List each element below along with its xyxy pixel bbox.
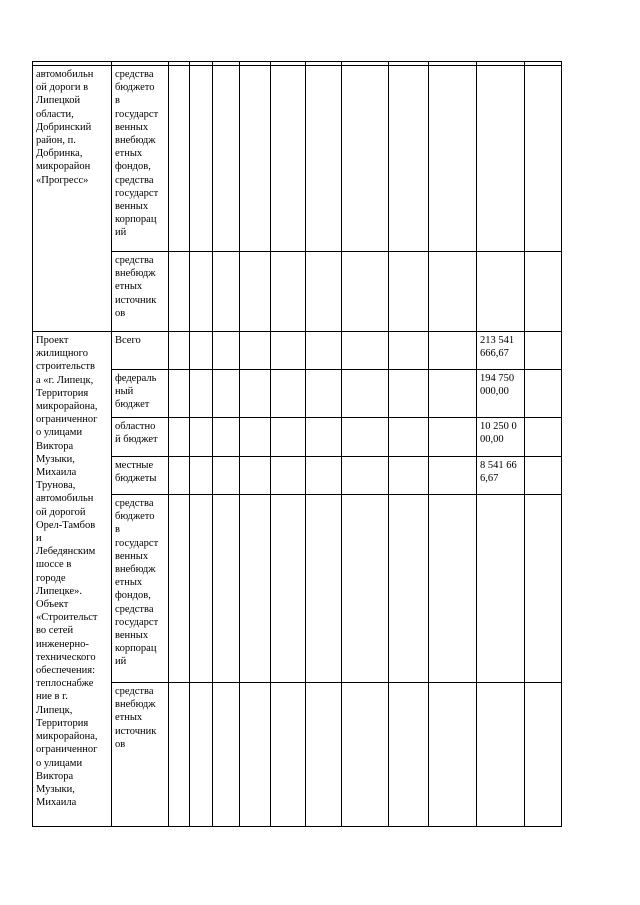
empty-cell xyxy=(240,370,271,418)
empty-cell xyxy=(169,332,190,370)
empty-cell xyxy=(213,370,240,418)
table-row xyxy=(33,418,562,457)
empty-cell xyxy=(342,683,389,827)
empty-cell xyxy=(429,495,477,683)
empty-cell xyxy=(525,683,562,827)
empty-cell xyxy=(271,332,306,370)
empty-cell xyxy=(429,683,477,827)
empty-cell xyxy=(342,332,389,370)
empty-cell xyxy=(169,457,190,495)
amount-cell xyxy=(477,495,525,683)
table-row xyxy=(33,252,562,332)
empty-cell xyxy=(306,252,342,332)
object-cell xyxy=(33,332,112,827)
budget-table xyxy=(32,61,562,827)
amount-text: 194 750 000,00 xyxy=(480,373,515,398)
empty-cell xyxy=(190,495,213,683)
empty-cell xyxy=(271,252,306,332)
object-cell xyxy=(33,66,112,332)
empty-cell xyxy=(169,683,190,827)
source-text: местные бюджеты xyxy=(115,460,157,485)
empty-cell xyxy=(342,370,389,418)
empty-cell xyxy=(306,495,342,683)
empty-cell xyxy=(271,66,306,252)
empty-cell xyxy=(240,457,271,495)
empty-cell xyxy=(429,252,477,332)
empty-cell xyxy=(389,418,429,457)
source-cell xyxy=(112,683,169,827)
empty-cell xyxy=(525,495,562,683)
empty-cell xyxy=(271,495,306,683)
empty-cell xyxy=(389,370,429,418)
source-cell xyxy=(112,457,169,495)
source-text: средства бюджето в государст венных внебюдж етных фондов, средства государст венных корпорац ий xyxy=(115,498,159,668)
amount-text: 8 541 66 6,67 xyxy=(480,460,517,485)
empty-cell xyxy=(389,66,429,252)
table-row xyxy=(33,495,562,683)
amount-text: 213 541 666,67 xyxy=(480,335,515,360)
source-cell xyxy=(112,495,169,683)
empty-cell xyxy=(169,418,190,457)
empty-cell xyxy=(213,495,240,683)
empty-cell xyxy=(213,332,240,370)
empty-cell xyxy=(169,66,190,252)
empty-cell xyxy=(169,370,190,418)
empty-cell xyxy=(190,418,213,457)
empty-cell xyxy=(525,252,562,332)
empty-cell xyxy=(240,418,271,457)
empty-cell xyxy=(169,252,190,332)
empty-cell xyxy=(169,495,190,683)
empty-cell xyxy=(306,370,342,418)
empty-cell xyxy=(240,683,271,827)
empty-cell xyxy=(240,66,271,252)
empty-cell xyxy=(213,66,240,252)
source-text: средства внебюдж етных источник ов xyxy=(115,255,157,319)
empty-cell xyxy=(271,683,306,827)
empty-cell xyxy=(271,457,306,495)
empty-cell xyxy=(342,495,389,683)
empty-cell xyxy=(240,252,271,332)
amount-text: 10 250 0 00,00 xyxy=(480,421,517,446)
amount-cell xyxy=(477,332,525,370)
empty-cell xyxy=(240,495,271,683)
empty-cell xyxy=(389,332,429,370)
empty-cell xyxy=(306,332,342,370)
empty-cell xyxy=(190,457,213,495)
source-text: средства внебюдж етных источник ов xyxy=(115,686,157,750)
empty-cell xyxy=(306,418,342,457)
empty-cell xyxy=(306,66,342,252)
empty-cell xyxy=(213,252,240,332)
object-text: Проект жилищного строительств а «г. Липецк, Территория микрорайона, ограниченног о улицами Виктора Музыки, Михаила Трунова, автомобильн ой дорогой Орел-Тамбов и Лебедянским шоссе в городе Липецке». Объект «Строительст во сетей инженерно- технического обеспечения: теплоснабже ние в г. Липецк, Территория микрорайона, ограниченног о улицами Виктора Музыки, Михаила xyxy=(36,335,98,809)
empty-cell xyxy=(342,418,389,457)
table-row xyxy=(33,370,562,418)
empty-cell xyxy=(190,66,213,252)
empty-cell xyxy=(525,370,562,418)
amount-cell xyxy=(477,683,525,827)
source-cell xyxy=(112,332,169,370)
empty-cell xyxy=(190,370,213,418)
empty-cell xyxy=(429,370,477,418)
empty-cell xyxy=(429,418,477,457)
source-cell xyxy=(112,370,169,418)
table-row xyxy=(33,683,562,827)
empty-cell xyxy=(342,252,389,332)
source-cell xyxy=(112,66,169,252)
empty-cell xyxy=(213,418,240,457)
empty-cell xyxy=(429,332,477,370)
table-row xyxy=(33,332,562,370)
empty-cell xyxy=(213,683,240,827)
empty-cell xyxy=(389,457,429,495)
empty-cell xyxy=(190,683,213,827)
empty-cell xyxy=(342,457,389,495)
empty-cell xyxy=(306,457,342,495)
empty-cell xyxy=(213,457,240,495)
empty-cell xyxy=(525,66,562,252)
empty-cell xyxy=(271,418,306,457)
empty-cell xyxy=(525,418,562,457)
source-cell xyxy=(112,418,169,457)
table-row xyxy=(33,457,562,495)
source-cell xyxy=(112,252,169,332)
empty-cell xyxy=(271,370,306,418)
empty-cell xyxy=(429,457,477,495)
empty-cell xyxy=(240,332,271,370)
amount-cell xyxy=(477,252,525,332)
empty-cell xyxy=(429,66,477,252)
source-text: областно й бюджет xyxy=(115,421,158,446)
amount-cell xyxy=(477,370,525,418)
empty-cell xyxy=(306,683,342,827)
source-text: Всего xyxy=(115,335,141,346)
empty-cell xyxy=(190,332,213,370)
empty-cell xyxy=(389,252,429,332)
empty-cell xyxy=(342,66,389,252)
empty-cell xyxy=(525,332,562,370)
amount-cell xyxy=(477,66,525,252)
object-text: автомобильн ой дороги в Липецкой области, Добринский район, п. Добринка, микрорайон «Прогресс» xyxy=(36,69,94,186)
empty-cell xyxy=(389,495,429,683)
amount-cell xyxy=(477,457,525,495)
empty-cell xyxy=(525,457,562,495)
amount-cell xyxy=(477,418,525,457)
table-row xyxy=(33,66,562,252)
empty-cell xyxy=(389,683,429,827)
source-text: федераль ный бюджет xyxy=(115,373,157,411)
source-text: средства бюджето в государст венных внебюдж етных фондов, средства государст венных корпорац ий xyxy=(115,69,159,239)
empty-cell xyxy=(190,252,213,332)
